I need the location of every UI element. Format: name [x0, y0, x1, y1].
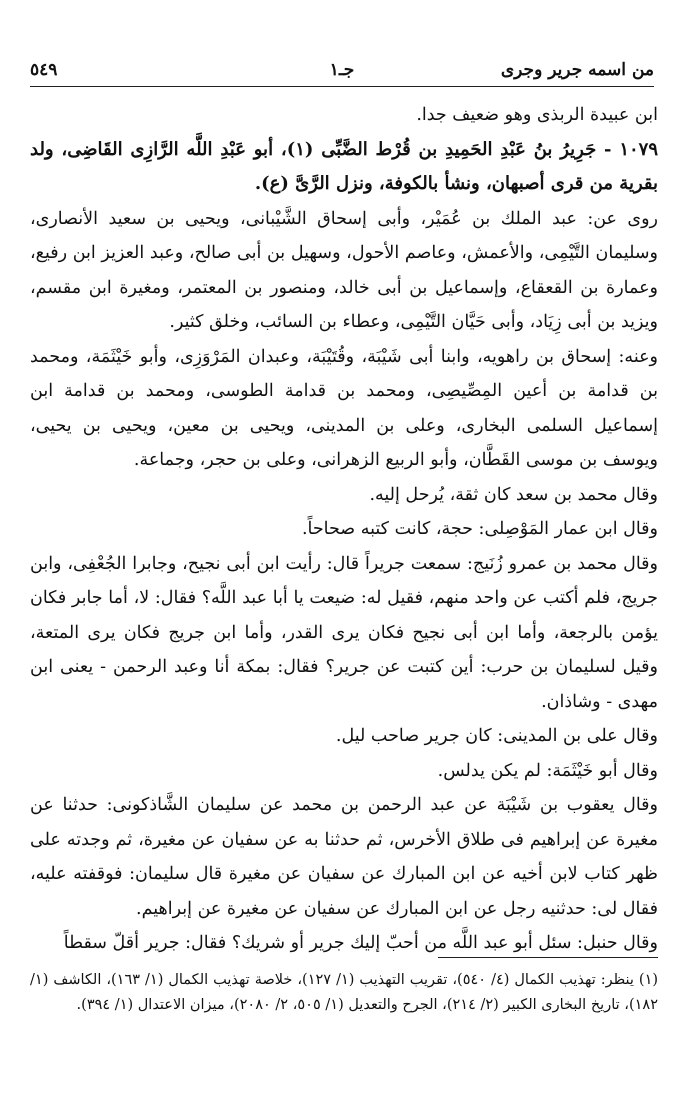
hanbal-paragraph: وقال حنبل: سئل أبو عبد اللَّه من أحبّ إليك جرير أو شريك؟ فقال: جرير أقلّ سقطاً	[63, 933, 658, 953]
ibn-sad-paragraph: وقال محمد بن سعد كان ثقة، يُرحل إليه.	[369, 484, 658, 505]
yaqub-paragraph: وقال يعقوب بن شَيْبَة عن عبد الرحمن بن محمد عن سليمان الشَّاذكونى: حدثنا عن مغيرة عن إبراهيم فى طلاق الأخرس، ثم حدثنا به عن سفيان عن مغيرة، ثم وجدته على ظهر كتاب لابن أخيه عن ابن المبارك عن سفيان عن مغيرة قال سليمان: فوقفته عليه، فقال لى: حدثنيه رجل عن ابن المبارك عن سفيان عن مغيرة عن إبراهيم.	[30, 795, 658, 919]
narrators-paragraph: وعنه: إسحاق بن راهويه، وابنا أبى شَيْبَة، وقُتَيْبَة، وعبدان المَرْوَزِى، وأبو خَيْثَمَة، ومحمد بن قدامة بن أعين المِصِّيصِى، ومحمد بن قدامة الطوسى، ومحمد بن قدامة ابن إسماعيل السلمى البخارى، وعلى بن المدينى، ويحيى بن معين، ويحيى بن يحيى، ويوسف بن موسى القَطَّان، وأبو الربيع الزهرانى، وعلى بن حجر، وجماعة.	[30, 346, 658, 470]
ibn-madini-paragraph: وقال على بن المدينى: كان جرير صاحب ليل.	[335, 726, 658, 746]
zunayj-paragraph: وقال محمد بن عمرو زُنَيج: سمعت جريراً قال: رأيت ابن أبى نجيح، وجابرا الجُعْفِى، وابن جريج، فلم أكتب عن واحد منهم، فقيل له: ضيعت يا أبا عبد اللَّه؟ فقال: لا، أما جابر فكان يؤمن بالرجعة، وأما ابن أبى نجيح فكان يرى القدر، وأما ابن جريج فكان يرى المتعة، وقيل لسليمان بن حرب: أين كتبت عن جرير؟ فقال: بمكة أنا وعبد الرحمن - يعنى ابن مهدى - وشاذان.	[30, 553, 659, 712]
paragraph-continuation: ابن عبيدة الربذى وهو ضعيف جدا.	[416, 105, 658, 125]
entry-heading: ١٠٧٩ - جَرِيرُ بنُ عَبْدِ الحَمِيدِ بن قُرْط الضَّبِّى (١)، أبو عَبْدِ اللَّه الرَّازِى القَاضِى، ولد بقرية من قرى أصبهان، ونشأ بالكوفة، ونزل الرَّىَّ (ع).	[30, 138, 658, 194]
main-text	[30, 98, 658, 961]
ibn-ammar-paragraph: وقال ابن عمار المَوْصِلى: حجة، كانت كتبه صحاحاً.	[301, 519, 658, 539]
footnote: (١) ينظر: تهذيب الكمال (٤/ ٥٤٠)، تقريب التهذيب (١/ ١٢٧)، خلاصة تهذيب الكمال (١/ ١٦٣)، الكاشف (١/ ١٨٢)، تاريخ البخارى الكبير (٢/ ٢١٤)، الجرح والتعديل (١/ ٥٠٥، ٢/ ٢٠٨٠)، ميزان الاعتدال (١/ ٣٩٤).	[30, 972, 659, 1013]
page-number: ٥٤٩	[30, 60, 58, 80]
running-title: من اسمه جرير وجرى	[500, 60, 654, 80]
footnote-divider	[438, 957, 658, 958]
page-header	[30, 56, 654, 87]
volume-number: جـ١	[329, 60, 355, 80]
abu-khaythama-paragraph: وقال أبو خَيْثَمَة: لم يكن يدلس.	[437, 760, 658, 781]
narrated-from-paragraph: روى عن: عبد الملك بن عُمَيْر، وأبى إسحاق الشَّيْبانى، ويحيى بن سعيد الأنصارى، وسليمان التَّيْمِى، والأعمش، وعاصم الأحول، وسهيل بن أبى صالح، وعبد العزيز ابن رفيع، وعمارة بن القعقاع، وإسماعيل بن أبى خالد، ومنصور بن المعتمر، ومغيرة ابن مقسم، ويزيد بن أبى زِيَاد، وأبى حَيَّان التَّيْمِى، وعطاء بن السائب، وخلق كثير.	[30, 208, 658, 332]
